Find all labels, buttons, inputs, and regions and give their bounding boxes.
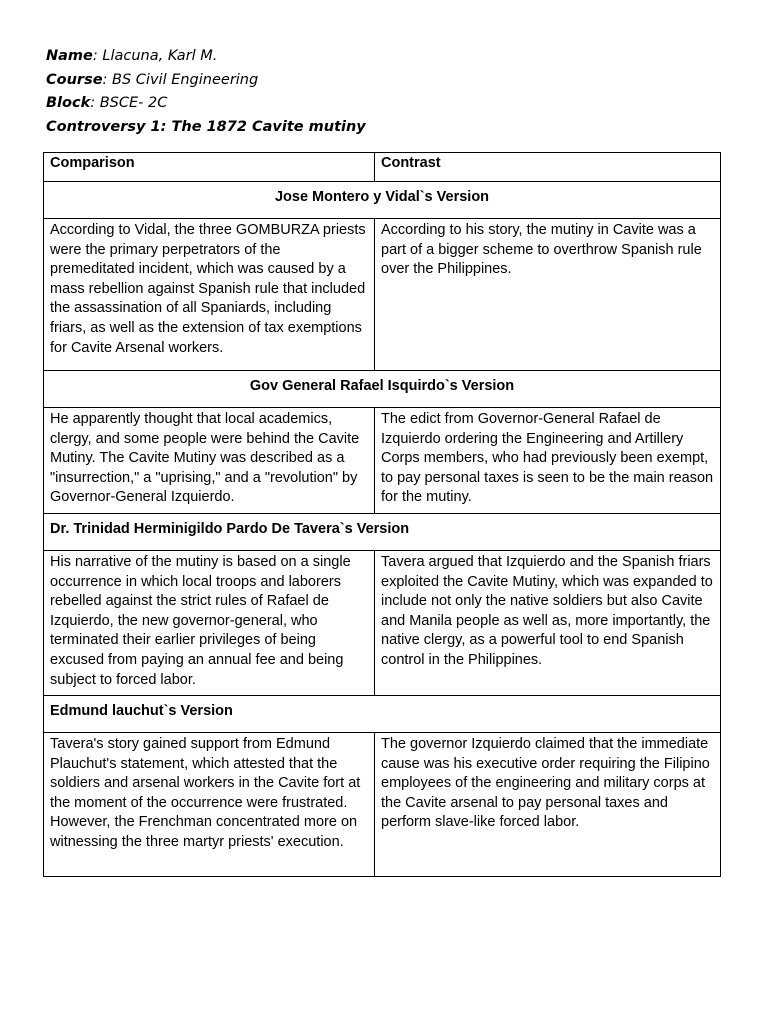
comparison-cell: He apparently thought that local academics, clergy, and some people were behind the Cavite Mutiny. The Cavite Mutiny was described as a "insurrection," a "uprising," and a "revolution" by Governor-General Izquierdo.: [44, 408, 375, 514]
name-value: : Llacuna, Karl M.: [92, 48, 218, 64]
table-header-row: [44, 153, 721, 182]
section-title-izquierdo: Gov General Rafael Isquirdo`s Version: [44, 371, 721, 408]
comparison-cell: His narrative of the mutiny is based on a single occurrence in which local troops and laborers rebelled against the strict rules of Rafael de Izquierdo, the new governor-general, who terminated their earlier privileges of being excused from paying an annual fee and being subject to forced labor.: [44, 551, 375, 696]
section-title-tavera: Dr. Trinidad Herminigildo Pardo De Tavera`s Version: [44, 514, 721, 551]
contrast-cell: Tavera argued that Izquierdo and the Spanish friars exploited the Cavite Mutiny, which was expanded to include not only the native soldiers but also Cavite and Manila people as well as, more importantly, the native clergy, as a powerful tool to end Spanish control in the Philippines.: [375, 551, 721, 696]
column-header-comparison: Comparison: [44, 153, 375, 182]
contrast-cell: The edict from Governor-General Rafael de Izquierdo ordering the Engineering and Artillery Corps members, who had previously been exempt, to pay personal taxes is seen to be the main reason for the mutiny.: [375, 408, 721, 514]
block-label: Block: [46, 95, 91, 111]
comparison-table: [43, 152, 721, 877]
course-line: [46, 69, 366, 93]
controversy-value: : The 1872 Cavite mutiny: [160, 118, 366, 135]
document-header: [46, 45, 366, 139]
comparison-cell: Tavera's story gained support from Edmund Plauchut's statement, which attested that the soldiers and arsenal workers in the Cavite fort at the moment of the occurrence were frustrated. However, the Frenchman concentrated more on witnessing the three martyr priests' execution.: [44, 733, 375, 877]
controversy-line: [46, 116, 366, 140]
name-line: [46, 45, 366, 69]
column-header-contrast: Contrast: [375, 153, 721, 182]
contrast-cell: According to his story, the mutiny in Cavite was a part of a bigger scheme to overthrow Spanish rule over the Philippines.: [375, 219, 721, 371]
table-row: [44, 219, 721, 371]
block-line: [46, 92, 366, 116]
table-row: [44, 408, 721, 514]
course-value: : BS Civil Engineering: [102, 71, 259, 88]
table-row: [44, 733, 721, 877]
section-title-plauchut: Edmund lauchut`s Version: [44, 696, 721, 733]
name-label: Name: [46, 48, 93, 64]
section-row: [44, 371, 721, 408]
contrast-cell: The governor Izquierdo claimed that the immediate cause was his executive order requiring the Filipino employees of the engineering and military corps at the Cavite arsenal to pay personal taxes and perform slave-like forced labor.: [375, 733, 721, 877]
block-value: : BSCE- 2C: [90, 95, 168, 111]
section-title-vidal: Jose Montero y Vidal`s Version: [44, 182, 721, 219]
section-row: [44, 182, 721, 219]
table-row: [44, 551, 721, 696]
section-row: [44, 514, 721, 551]
comparison-cell: According to Vidal, the three GOMBURZA priests were the primary perpetrators of the premeditated incident, which was caused by a mass rebellion against Spanish rule that included the assassination of all Spaniards, including friars, as well as the extension of tax exemptions for Cavite Arsenal workers.: [44, 219, 375, 371]
section-row: [44, 696, 721, 733]
controversy-label: Controversy 1: [46, 118, 161, 135]
course-label: Course: [46, 71, 103, 88]
